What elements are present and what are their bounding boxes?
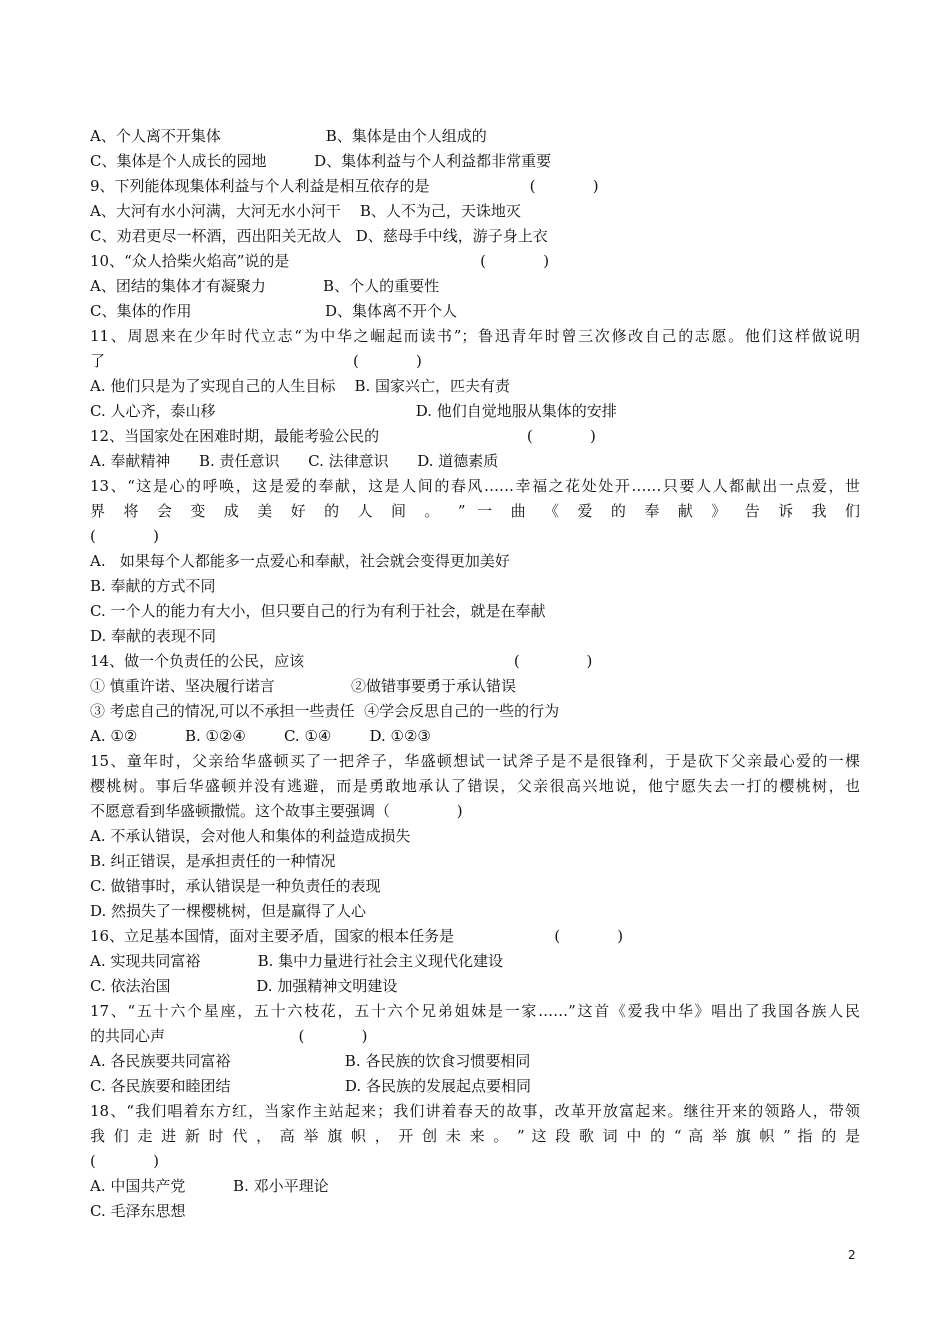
text-line: 10、“众人拾柴火焰高”说的是 ( ): [90, 252, 550, 270]
text-line: C. 依法治国 D. 加强精神文明建设: [90, 977, 398, 995]
text-line: 界 将 会 变 成 美 好 的 人 间 。 ” 一 曲 《 爱 的 奉 献 》 告 诉 我 们: [90, 502, 860, 520]
text-line: ③ 考虑自己的情况,可以不承担一些责任 ④学会反思自己的一些的行为: [90, 702, 560, 720]
text-line: C. 一个人的能力有大小，但只要自己的行为有利于社会，就是在奉献: [90, 602, 546, 620]
text-line: A. 奉献精神 B. 责任意识 C. 法律意识 D. 道德素质: [90, 452, 499, 470]
text-line: D. 然损失了一棵樱桃树，但是赢得了人心: [90, 902, 367, 920]
text-line: C. 人心齐，泰山移 D. 他们自觉地服从集体的安排: [90, 402, 617, 420]
text-line: 14、做一个负责任的公民，应该 ( ): [90, 652, 593, 670]
text-line: C、集体的作用 D、集体离不开个人: [90, 302, 458, 320]
page-number: 2: [848, 1248, 856, 1262]
text-line: 不愿意看到华盛顿撒慌。这个故事主要强调（ ): [90, 802, 463, 820]
text-line: 16、立足基本国情，面对主要矛盾，国家的根本任务是 ( ): [90, 927, 624, 945]
text-line: 的共同心声 ( ): [90, 1027, 368, 1045]
text-line: A. 实现共同富裕 B. 集中力量进行社会主义现代化建设: [90, 952, 504, 970]
text-line: A、团结的集体才有凝聚力 B、个人的重要性: [90, 277, 440, 295]
text-line: C. 毛泽东思想: [90, 1202, 186, 1220]
text-line: C. 各民族要和睦团结 D. 各民族的发展起点要相同: [90, 1077, 531, 1095]
text-line: ① 慎重许诺、坚决履行诺言 ②做错事要勇于承认错误: [90, 677, 517, 695]
text-line: A. 如果每个人都能多一点爱心和奉献，社会就会变得更加美好: [90, 552, 510, 570]
text-line: 18、“我们唱着东方红，当家作主站起来；我们讲着春天的故事，改革开放富起来。继往开来的领路人，带领: [90, 1102, 860, 1120]
text-line: A. 各民族要共同富裕 B. 各民族的饮食习惯要相同: [90, 1052, 531, 1070]
text-line: C、劝君更尽一杯酒，西出阳关无故人 D、慈母手中线，游子身上衣: [90, 227, 548, 245]
text-line: 樱桃树。事后华盛顿并没有逃避，而是勇敢地承认了错误，父亲很高兴地说，他宁愿失去一打的樱桃树，也: [90, 777, 860, 795]
text-line: B. 奉献的方式不同: [90, 577, 216, 595]
text-line: A、大河有水小河满，大河无水小河干 B、人不为己，天诛地灭: [90, 202, 521, 220]
text-line: A. 不承认错误，会对他人和集体的利益造成损失: [90, 827, 411, 845]
text-line: A、个人离不开集体 B、集体是由个人组成的: [90, 127, 487, 145]
text-line: 9、下列能体现集体利益与个人利益是相互依存的是 ( ): [90, 177, 599, 195]
text-line: ( ): [90, 1152, 159, 1170]
text-line: 了 ( ): [90, 352, 422, 370]
text-line: D. 奉献的表现不同: [90, 627, 217, 645]
text-line: ( ): [90, 527, 159, 545]
text-line: C、集体是个人成长的园地 D、集体利益与个人利益都非常重要: [90, 152, 552, 170]
text-line: B. 纠正错误，是承担责任的一种情况: [90, 852, 336, 870]
text-line: A. 中国共产党 B. 邓小平理论: [90, 1177, 329, 1195]
text-line: 11、周恩来在少年时代立志“为中华之崛起而读书”；鲁迅青年时曾三次修改自己的志愿。他们这样做说明: [90, 327, 860, 345]
text-line: 我 们 走 进 新 时 代 ， 高 举 旗 帜 ， 开 创 未 来 。 ” 这 段 歌 词 中 的 “ 高 举 旗 帜 ” 指 的 是: [90, 1127, 860, 1145]
text-line: 12、当国家处在困难时期，最能考验公民的 ( ): [90, 427, 596, 445]
text-line: 13、“这是心的呼唤，这是爱的奉献，这是人间的春风……幸福之花处处开……只要人人都献出一点爱，世: [90, 477, 860, 495]
text-line: A. 他们只是为了实现自己的人生目标 B. 国家兴亡，匹夫有责: [90, 377, 511, 395]
text-line: 17、“五十六个星座，五十六枝花，五十六个兄弟姐妹是一家……”这首《爱我中华》唱出了我国各族人民: [90, 1002, 860, 1020]
text-line: A. ①② B. ①②④ C. ①④ D. ①②③: [90, 727, 431, 745]
text-line: 15、童年时，父亲给华盛顿买了一把斧子，华盛顿想试一试斧子是不是很锋利，于是砍下父亲最心爱的一棵: [90, 752, 860, 770]
text-line: C. 做错事时，承认错误是一种负责任的表现: [90, 877, 381, 895]
